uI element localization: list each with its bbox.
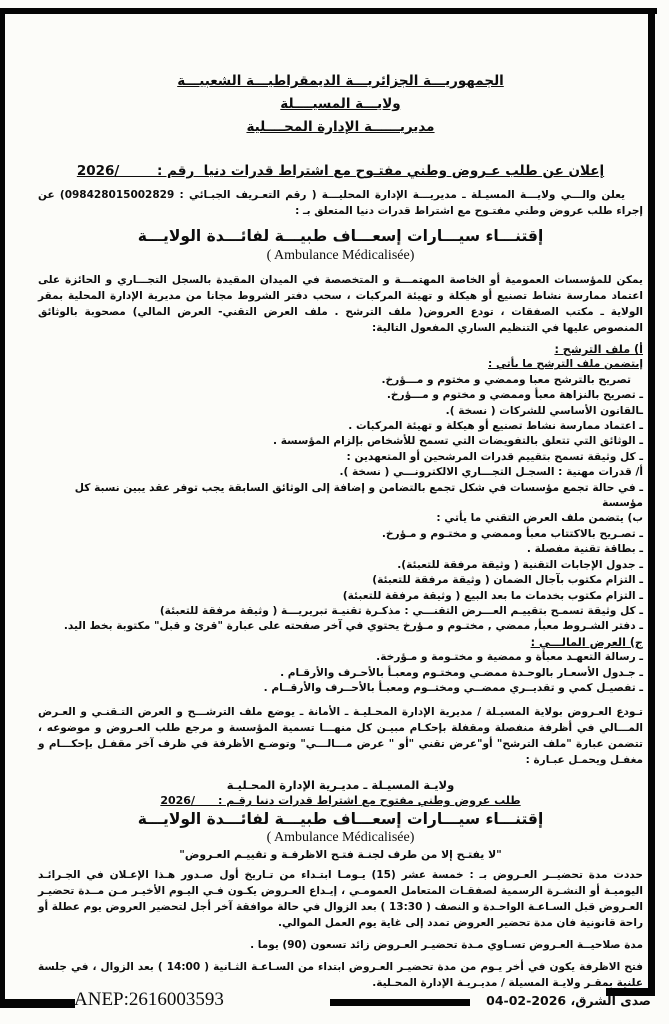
list-item: ـ رسالة التعهـد معبأة و ممضية و مختـومة و مـؤرخة.: [376, 651, 643, 664]
footer-divider-line: [330, 999, 470, 1006]
list-item: ـ الوثائق التي تتعلق بالتفويضات التي تسمح للأشخاص بإلزام المؤسسة .: [273, 435, 643, 448]
preparation-period-paragraph: حددت مدة تحضيــر العـروض بـ : خمسة عشر (15) يـومـا ابتـداء من تـاريخ أول صـدور هـذا الإعـلان في الجـرائـد اليوميـة أو النشـرة الرسمية لصفقـات المتعامل العمومـي ، إيـداع العـروض يكـون فـي اليـوم الأخيـر مـن مــدة تحضيـر العـروض قبل السـاعـة الواحـدة و النصف ( 13:30 ) بعد الزوال في حالة موافقة آخر أجل لتحضير العروض يوم عطلة أو راحة قانونية فان مدة تحضير العروض تمدد إلى غاية يوم العمل الموالي.: [38, 869, 643, 930]
envelope-open-only-note: "لا يفتـح إلا من طرف لجنـة فتـح الاظرفـة و تقييـم العـروض": [179, 848, 502, 862]
frame-left-border: [0, 8, 5, 1008]
republic-name: الجمهوريـــة الجزائريـــة الديمقراطيـــة الشعبيـــة: [177, 73, 504, 89]
list-item: ـ في حالة تجمع مؤسسات في شكل تجمع بالتضامن و إضافة إلى الوثائق السابقة يجب توفر عقد يبين نسبة كل مؤسسة: [74, 481, 643, 510]
list-item: ـ تصـريح بالاكتتاب معبأ وممضي و مختـوم و مـؤرخ.: [381, 527, 643, 540]
list-item: ج) العرض المالـــي :: [530, 635, 643, 649]
list-item: ـ اعتماد ممارسة نشاط تصنيع أو هيكلة و تهيئة المركبات .: [348, 420, 643, 433]
list-item: ـ تفصيـل كمي و تقديــري ممضــي ومختــوم ومعبـأ بالأحــرف والأرقــام .: [263, 681, 643, 694]
envelope-subject-french: ( Ambulance Médicalisée): [266, 830, 415, 846]
list-item: تصريح بالترشح معبا وممضي و مختوم و مـــؤرخ.: [381, 373, 631, 386]
eligibility-paragraph: يمكن للمؤسسات العمومية أو الخاصة المهتمـــة و المتخصصة في الميدان المقيدة بالسجل التجـــاري و الحائزة على اعتماد ممارسة نشاط تصنيع أو هيكلة و تهيئة المركبات ، سحب دفتر الشروط مجانا من مديرية الإدارة المحلية بمقر الولاية ـ مكتب الصفقات ، تودع العروض( ملف الترشح . ملف العرض التقني- العرض المالي) مصحوبة بالوثائق المنصوص عليها في التنظيم الساري المفعول التالية:: [38, 274, 643, 334]
offer-validity-paragraph: مدة صلاحيــة العـروض تسـاوي مـدة تحضيـر العـروض زائد تسعون (90) يوما .: [250, 939, 643, 952]
list-item: ـ كل وثيقة تسمـح بتقييـم العـــرض التقنـــي : مذكـرة تقنيـة تبريريـــة ( وثيقة مرفقة للتعبئة): [159, 604, 643, 617]
frame-right-border: [648, 10, 655, 995]
newspaper-and-date: صدى الشرق، 2026-02-04: [486, 993, 651, 1008]
list-item: ـ التزام مكتوب بآجال الضمان ( وثيقة مرفقة للتعبئة): [372, 574, 643, 587]
list-item: إيتضمن ملف الترشح ما يأتي :: [488, 358, 643, 371]
envelope-tender-number-line: طلب عروض وطني مفتوح مع اشتراط قدرات دنيا رقـم : /2026: [160, 794, 521, 808]
list-item: ـالقانون الأساسي للشركات ( نسخة ).: [445, 404, 643, 417]
list-item: ـ تصريح بالنزاهة معبأ وممضي و مختوم و مـــؤرخ.: [386, 389, 643, 402]
list-item: ـ دفتر الشـروط معبأ, ممضي , مختـوم و مـؤرخ يحتوي في آخر صفحته على عبارة "قرئ و قبل" مكتوبة بخط اليد.: [63, 620, 643, 633]
publication-footer: [0, 985, 669, 1019]
intro-paragraph: يعلن والـــي ولايـــة المسيـلة ـ مديريـــة الإدارة المحليـــة ( رقم التعـريف الجبـائي : 098428015002829) عن إجراء طلب عروض وطني مفتـوح مع اشتراط قدرات دنيا المتعلق بـ :: [38, 189, 643, 217]
list-item: ـ بطاقة تقنية مفصلة .: [526, 543, 643, 556]
list-item: ـ كل وثيقة تسمح بتقييم قدرات المرشحين أو المتعهدين :: [346, 450, 643, 463]
list-item: ـ جدول الإجابات التقنية ( وثيقة مرفقة للتعبئة).: [397, 558, 643, 571]
list-item: ـ جـدول الأسعـار بالوحـدة ممضـي ومختـوم ومعبـأ بالأحـرف والأرقـام .: [280, 666, 643, 679]
requirements-list: [38, 342, 643, 696]
terms-section: [38, 867, 643, 991]
tender-subject-arabic: إقتنـــاء سيـــارات إسعـــاف طبيـــة لفائـــدة الولايـــة: [137, 227, 544, 245]
anep-reference: ANEP:2616003593: [74, 989, 224, 1010]
deposit-paragraph: تـودع العـروض بولاية المسيـلة / مديرية الإدارة المحـليـة ـ الأمانة ـ يوضع ملف الترشـــح و العرض التـقنـي و العـرض المـــالي في أظرفة منفصلة ومقفلة بإحكـام مبيـن كل منهـــا تسمية المؤسسة و مرجع طلب العـروض و موضوعه ، تتضمن عبارة "ملف الترشح" أو"عرض تقني "أو " عرض مـــالـــي" وتوضـع الأظرفة في ظرف آخر مقفـل بإحكـــام و مغفـل ويحمـل عبـارة :: [38, 706, 643, 767]
envelope-subject-arabic: إقتنـــاء سيـــارات إسعـــاف طبيـــة لفائـــدة الولايـــة: [137, 810, 544, 829]
envelope-opening-paragraph: فتح الاظرفة يكون في أخر يـوم من مدة تحضيـر العـروض ابتداء من السـاعـة الثـانية ( 14:00 ) بعد الزوال ، في جلسة علنية بمقـر ولايـة المسيلة / مديـريـة الإدارة المحـلية.: [38, 961, 643, 990]
directorate-name: مديريــــــة الإدارة المحــــلية: [246, 119, 435, 135]
wilaya-name: ولايـــة المسيــــلة: [280, 96, 401, 112]
list-item: ب) يتضمن ملف العرض التقني ما يأتي :: [436, 512, 643, 525]
list-item: أ/ قدرات مهنية : السجـل التجـــاري الالكترونـــي ( نسخة ).: [339, 466, 643, 479]
document-content: [38, 14, 643, 991]
list-item: ـ التزام مكتوب بخدمات ما بعد البيع ( وثيقة مرفقة للتعبئة): [342, 589, 643, 602]
envelope-inscription-block: [38, 778, 643, 861]
official-letterhead: [38, 70, 643, 139]
tender-subject-french: ( Ambulance Médicalisée): [266, 248, 415, 263]
envelope-authority-line: ولايـة المسيـلة ـ مديـرية الإدارة المحـليـة: [226, 778, 455, 793]
list-item: أ) ملف الترشح :: [554, 343, 643, 356]
tender-notice-title: إعلان عن طلب عـروض وطني مفتـوح مع اشتراط قدرات دنيا رقم : /2026: [76, 163, 605, 179]
